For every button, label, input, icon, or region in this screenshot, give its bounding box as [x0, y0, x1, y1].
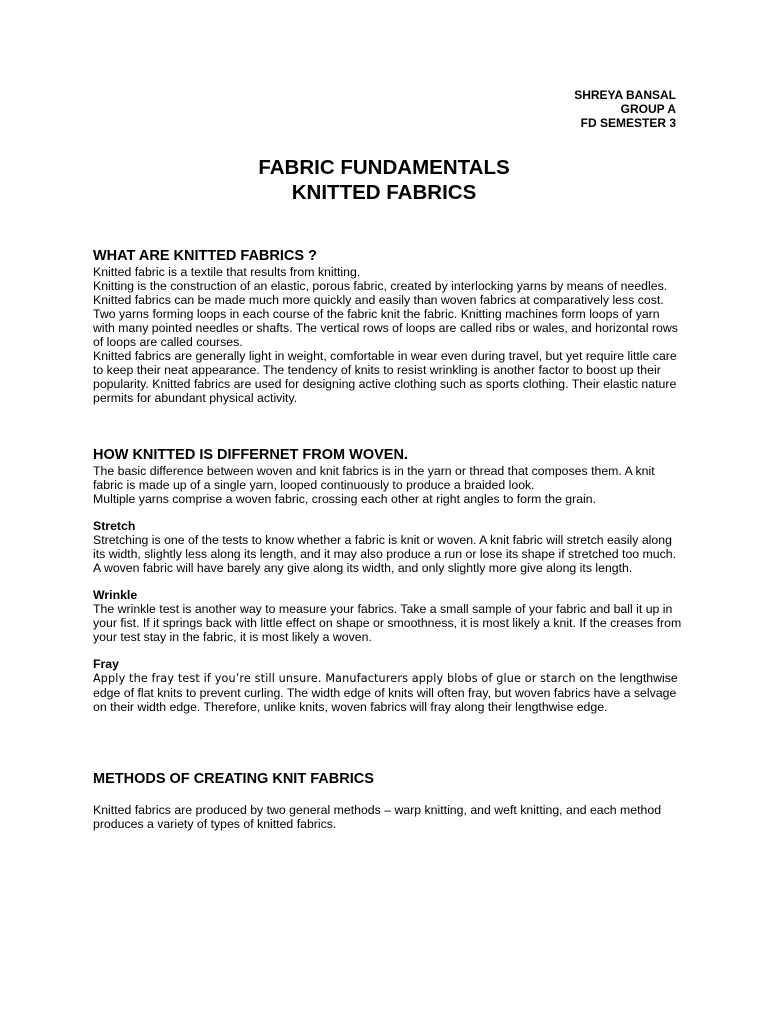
- fray-body-text: lengthwise edge of flat knits to prevent curling. The width edge of knits will often fray, but woven fabrics have a selvage on their width edge. Therefore, unlike knits, woven fabrics will fray along their lengthwise edge.: [93, 671, 678, 714]
- spacer: [93, 506, 683, 519]
- section-heading-methods: METHODS OF CREATING KNIT FABRICS: [93, 771, 374, 787]
- document-title: [0, 155, 768, 205]
- author-block: [574, 88, 676, 130]
- subheading-fray: Fray: [93, 657, 119, 671]
- title-line-2: KNITTED FABRICS: [291, 181, 477, 204]
- paragraph: Knitted fabrics can be made much more quickly and easily than woven fabrics at comparatively less cost. Two yarns forming loops in each course of the fabric knit the fabric. Knitting machines form loops of yarn with many pointed needles or shafts. The vertical rows of loops are called ribs or wales, and horizontal rows of loops are called courses.: [93, 293, 678, 349]
- paragraph: Multiple yarns comprise a woven fabric, crossing each other at right angles to form the grain.: [93, 492, 597, 506]
- subheading-stretch: Stretch: [93, 519, 136, 533]
- author-semester: FD SEMESTER 3: [580, 116, 676, 130]
- paragraph-fray: [93, 671, 683, 714]
- document-body: [93, 247, 683, 831]
- spacer: [93, 788, 683, 803]
- paragraph: The basic difference between woven and knit fabrics is in the yarn or thread that composes them. A knit fabric is made up of a single yarn, looped continuously to produce a braided look.: [93, 464, 655, 492]
- author-name: SHREYA BANSAL: [574, 88, 676, 102]
- paragraph: Knitted fabric is a textile that results from knitting.: [93, 265, 361, 279]
- spacer: [93, 644, 683, 657]
- paragraph: Knitted fabrics are produced by two general methods – warp knitting, and weft knitting, and each method produces a variety of types of knitted fabrics.: [93, 803, 662, 831]
- paragraph: Stretching is one of the tests to know whether a fabric is knit or woven. A knit fabric will stretch easily along its width, slightly less along its length, and it may also produce a run or lose its shape if stretched too much. A woven fabric will have barely any give along its width, and only slightly more give along its length.: [93, 533, 677, 575]
- section-spacer: [93, 405, 683, 446]
- paragraph: Knitted fabrics are generally light in weight, comfortable in wear even during travel, but yet require little care to keep their neat appearance. The tendency of knits to resist wrinkling is another factor to boost up their popularity. Knitted fabrics are used for designing active clothing such as sports clothing. Their elastic nature permits for abundant physical activity.: [93, 349, 677, 405]
- section-heading-how: HOW KNITTED IS DIFFERNET FROM WOVEN.: [93, 447, 408, 463]
- spacer: [93, 575, 683, 588]
- paragraph: Knitting is the construction of an elastic, porous fabric, created by interlocking yarns by means of needles.: [93, 279, 668, 293]
- subheading-wrinkle: Wrinkle: [93, 588, 138, 602]
- author-group: GROUP A: [620, 102, 676, 116]
- paragraph: The wrinkle test is another way to measure your fabrics. Take a small sample of your fabric and ball it up in your fist. If it springs back with little effect on shape or smoothness, it is most likely a knit. If the creases from your test stay in the fabric, it is most likely a woven.: [93, 602, 682, 644]
- section-spacer: [93, 714, 683, 770]
- fray-lead-text: Apply the fray test if you’re still unsure. Manufacturers apply blobs of glue or starch on the: [93, 672, 617, 685]
- title-line-1: FABRIC FUNDAMENTALS: [258, 156, 510, 179]
- section-heading-what: WHAT ARE KNITTED FABRICS ?: [93, 248, 317, 264]
